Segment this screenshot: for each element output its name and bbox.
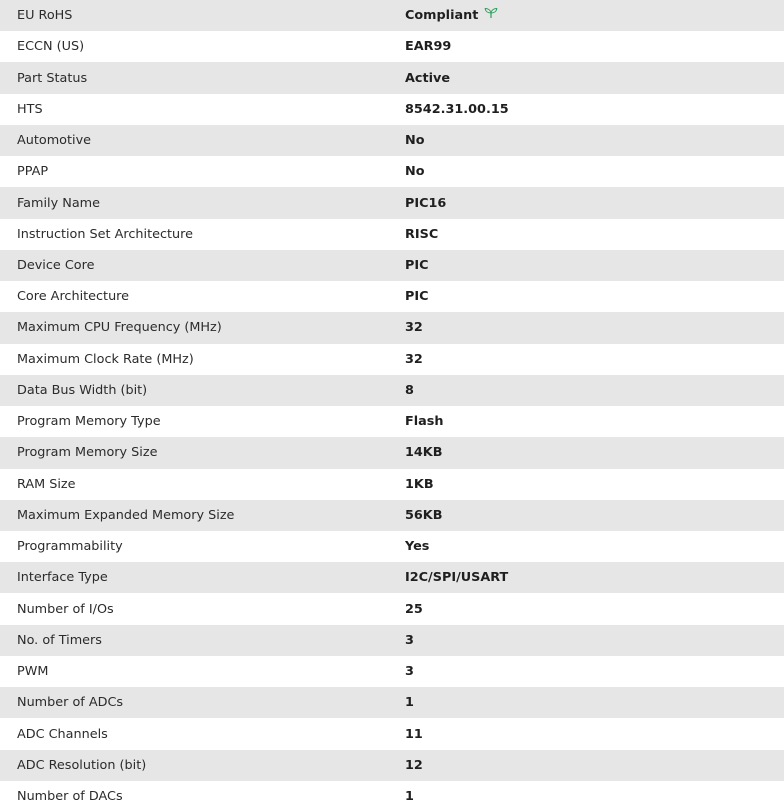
spec-row bbox=[0, 219, 784, 250]
spec-value-text: 32 bbox=[405, 351, 423, 367]
spec-row bbox=[0, 593, 784, 624]
spec-value-text: 32 bbox=[405, 320, 423, 336]
spec-label: ADC Resolution (bit) bbox=[17, 757, 147, 773]
spec-value-text: RISC bbox=[405, 226, 439, 242]
spec-label: Program Memory Type bbox=[17, 414, 161, 430]
spec-row bbox=[0, 31, 784, 62]
spec-label: RAM Size bbox=[17, 476, 76, 492]
spec-label: Interface Type bbox=[17, 570, 108, 586]
spec-value-text: Compliant bbox=[405, 8, 479, 24]
spec-value-text: EAR99 bbox=[405, 39, 452, 55]
spec-value-text: PIC bbox=[405, 257, 429, 273]
spec-row bbox=[0, 187, 784, 218]
spec-value bbox=[405, 125, 784, 156]
spec-value bbox=[405, 344, 784, 375]
spec-value-text: Flash bbox=[405, 414, 444, 430]
spec-row bbox=[0, 125, 784, 156]
spec-value bbox=[405, 219, 784, 250]
spec-label: PWM bbox=[17, 664, 49, 680]
spec-value bbox=[405, 94, 784, 125]
spec-value-text: 3 bbox=[405, 632, 414, 648]
spec-value-text: No bbox=[405, 133, 425, 149]
spec-row bbox=[0, 781, 784, 812]
spec-label: Programmability bbox=[17, 539, 123, 555]
spec-value-text: PIC16 bbox=[405, 195, 447, 211]
spec-row bbox=[0, 406, 784, 437]
spec-value bbox=[405, 531, 784, 562]
spec-label: Maximum CPU Frequency (MHz) bbox=[17, 320, 222, 336]
spec-value bbox=[405, 593, 784, 624]
spec-label: Number of DACs bbox=[17, 788, 123, 804]
spec-row bbox=[0, 500, 784, 531]
spec-row bbox=[0, 312, 784, 343]
spec-value-text: 12 bbox=[405, 757, 423, 773]
spec-row bbox=[0, 531, 784, 562]
spec-row bbox=[0, 562, 784, 593]
spec-row bbox=[0, 250, 784, 281]
spec-label: Family Name bbox=[17, 195, 100, 211]
spec-label: PPAP bbox=[17, 164, 49, 180]
spec-value bbox=[405, 0, 784, 31]
spec-row bbox=[0, 469, 784, 500]
spec-value bbox=[405, 62, 784, 93]
spec-value-text: 8 bbox=[405, 382, 414, 398]
spec-row bbox=[0, 718, 784, 749]
spec-row bbox=[0, 375, 784, 406]
spec-value-text: Yes bbox=[405, 539, 430, 555]
spec-value bbox=[405, 31, 784, 62]
spec-value bbox=[405, 406, 784, 437]
spec-label: EU RoHS bbox=[17, 8, 73, 24]
spec-label: Part Status bbox=[17, 70, 88, 86]
spec-row bbox=[0, 437, 784, 468]
spec-row bbox=[0, 281, 784, 312]
spec-label: Number of ADCs bbox=[17, 695, 124, 711]
spec-row bbox=[0, 156, 784, 187]
spec-value bbox=[405, 687, 784, 718]
spec-value-text: Active bbox=[405, 70, 451, 86]
spec-value bbox=[405, 281, 784, 312]
spec-label: HTS bbox=[17, 101, 43, 117]
spec-value bbox=[405, 656, 784, 687]
leaf-icon bbox=[484, 7, 498, 23]
spec-value bbox=[405, 375, 784, 406]
spec-value bbox=[405, 625, 784, 656]
spec-label: No. of Timers bbox=[17, 632, 102, 648]
spec-value-text: 11 bbox=[405, 726, 423, 742]
spec-label: ADC Channels bbox=[17, 726, 108, 742]
spec-label: Program Memory Size bbox=[17, 445, 158, 461]
spec-row bbox=[0, 0, 784, 31]
spec-value bbox=[405, 562, 784, 593]
spec-value bbox=[405, 187, 784, 218]
spec-row bbox=[0, 62, 784, 93]
spec-value-text: 1KB bbox=[405, 476, 434, 492]
spec-label: Instruction Set Architecture bbox=[17, 226, 193, 242]
spec-value-text: 14KB bbox=[405, 445, 443, 461]
spec-value-text: No bbox=[405, 164, 425, 180]
spec-value-text: I2C/SPI/USART bbox=[405, 570, 509, 586]
spec-label: Data Bus Width (bit) bbox=[17, 382, 148, 398]
spec-value-text: 25 bbox=[405, 601, 423, 617]
spec-value bbox=[405, 469, 784, 500]
spec-value-text: 1 bbox=[405, 695, 414, 711]
spec-value-text: 8542.31.00.15 bbox=[405, 101, 509, 117]
spec-value bbox=[405, 250, 784, 281]
spec-label: Maximum Clock Rate (MHz) bbox=[17, 351, 194, 367]
spec-row bbox=[0, 94, 784, 125]
spec-value bbox=[405, 718, 784, 749]
spec-value bbox=[405, 312, 784, 343]
spec-label: ECCN (US) bbox=[17, 39, 85, 55]
spec-value bbox=[405, 437, 784, 468]
spec-value bbox=[405, 500, 784, 531]
spec-row bbox=[0, 687, 784, 718]
spec-row bbox=[0, 656, 784, 687]
spec-row bbox=[0, 750, 784, 781]
spec-label: Automotive bbox=[17, 133, 92, 149]
spec-label: Core Architecture bbox=[17, 289, 130, 305]
spec-value bbox=[405, 156, 784, 187]
spec-value bbox=[405, 781, 784, 812]
spec-row bbox=[0, 344, 784, 375]
spec-label: Number of I/Os bbox=[17, 601, 114, 617]
spec-value-text: 56KB bbox=[405, 507, 443, 523]
spec-value-text: 3 bbox=[405, 664, 414, 680]
spec-row bbox=[0, 625, 784, 656]
spec-label: Maximum Expanded Memory Size bbox=[17, 507, 235, 523]
spec-value-text: 1 bbox=[405, 788, 414, 804]
spec-label: Device Core bbox=[17, 257, 95, 273]
spec-value-text: PIC bbox=[405, 289, 429, 305]
spec-value bbox=[405, 750, 784, 781]
